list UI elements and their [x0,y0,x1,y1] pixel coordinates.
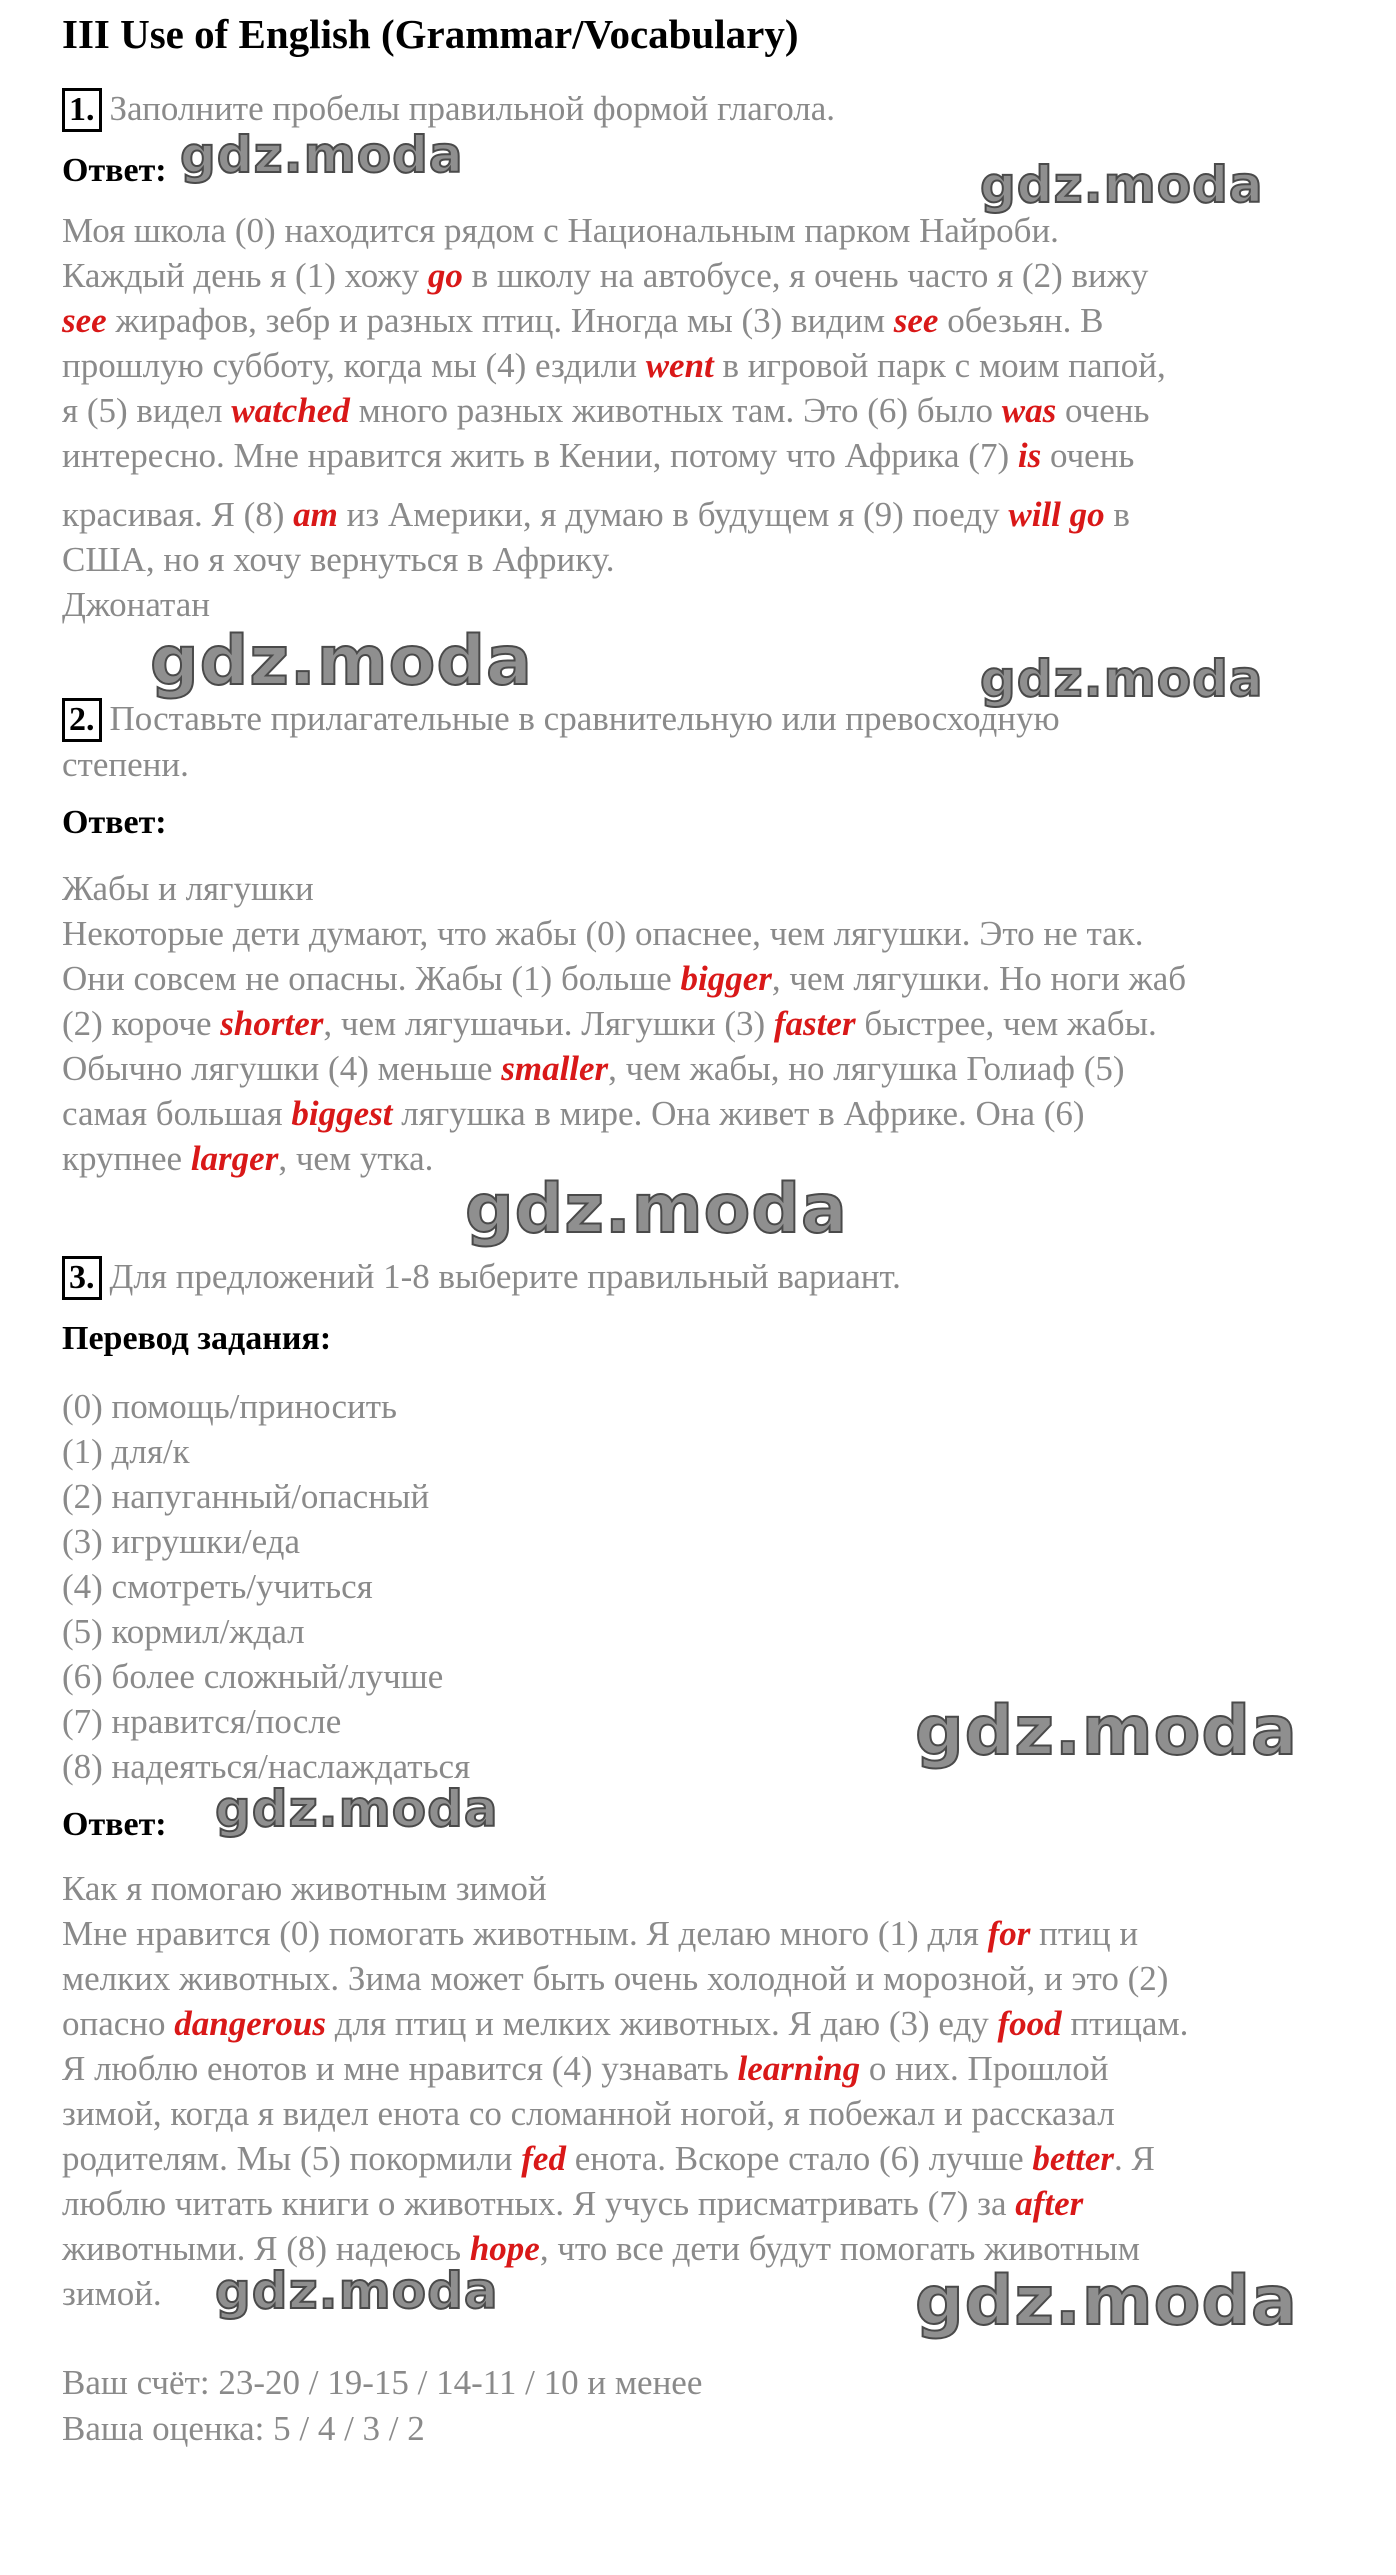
task-3-heading [62,1254,901,1300]
text-line [62,208,1352,253]
task-3-answer-text [62,1866,1352,2316]
text-segment: животными. Я (8) надеюсь [62,2229,470,2268]
answer-word: smaller [501,1049,609,1088]
text-line [62,253,1352,298]
text-line [62,1046,1352,1091]
option-item: (4) смотреть/учиться [62,1567,373,1606]
task-2-answer-text [62,866,1352,1181]
option-item: (3) игрушки/еда [62,1522,301,1561]
text-segment: мелких животных. Зима может быть очень холодной и морозной, и это (2) [62,1959,1169,1998]
text-segment: Обычно лягушки (4) меньше [62,1049,502,1088]
text-line [62,388,1352,433]
option-item: (7) нравится/после [62,1702,342,1741]
text-line [62,537,1352,582]
text-segment: Жабы и лягушки [62,869,314,908]
text-segment: Некоторые дети думают, что жабы (0) опаснее, чем лягушки. Это не так. [62,914,1144,953]
text-segment: крупнее [62,1139,191,1178]
text-segment: , что все дети будут помогать животным [539,2229,1140,2268]
text-segment: , чем жабы, но лягушка Голиаф (5) [608,1049,1125,1088]
text-segment: опасно [62,2004,175,2043]
watermark: gdz.moda [215,1780,499,1838]
task-3-number: 3. [62,1256,102,1300]
text-segment: птиц и [1030,1914,1139,1953]
text-segment: (2) короче [62,1004,221,1043]
text-segment: быстрее, чем жабы. [855,1004,1157,1043]
answer-word: fed [521,2139,566,2178]
text-segment: самая большая [62,1094,292,1133]
text-segment: в [1104,495,1130,534]
text-segment: птицам. [1061,2004,1189,2043]
answer-word: went [645,346,714,385]
text-segment: обезьян. В [938,301,1104,340]
watermark: gdz.moda [915,1692,1298,1771]
option-item: (2) напуганный/опасный [62,1477,430,1516]
task-1-number: 1. [62,88,102,132]
text-line [62,1001,1352,1046]
watermark: gdz.moda [915,2262,1298,2341]
answer-word: for [987,1914,1031,1953]
text-segment: зимой. [62,2274,162,2313]
task-3-answer-label: Ответ: [62,1806,167,1843]
text-line [62,1091,1352,1136]
text-line [62,2136,1352,2181]
answer-word: was [1001,391,1057,430]
text-segment: о них. Прошлой [860,2049,1109,2088]
text-segment: прошлую субботу, когда мы (4) ездили [62,346,646,385]
answer-word: hope [469,2229,540,2268]
text-segment: Они совсем не опасны. Жабы (1) больше [62,959,681,998]
answer-word: see [62,301,107,340]
answer-word: dangerous [174,2004,326,2043]
answer-word: am [293,495,338,534]
text-segment: зимой, когда я видел енота со сломанной ногой, я побежал и рассказал [62,2094,1115,2133]
text-line [62,866,1352,911]
text-line [62,956,1352,1001]
text-segment: в игровой парк с моим папой, [713,346,1166,385]
text-line [62,2001,1352,2046]
answer-word: larger [190,1139,279,1178]
answer-word: will go [1008,495,1105,534]
text-line [62,1911,1352,1956]
watermark: gdz.moda [980,650,1264,708]
text-line [62,343,1352,388]
text-line [62,2181,1352,2226]
task-2-instruction-line-1: Поставьте прилагательные в сравнительную или превосходную [109,699,1060,738]
text-line [62,2046,1352,2091]
text-line [62,582,1352,627]
watermark: gdz.moda [215,2262,499,2320]
answer-word: bigger [680,959,772,998]
text-segment: , чем лягушачьи. Лягушки (3) [323,1004,774,1043]
text-segment: родителям. Мы (5) покормили [62,2139,522,2178]
option-item: (5) кормил/ждал [62,1612,305,1651]
text-segment: США, но я хочу вернуться в Африку. [62,540,615,579]
answer-word: biggest [291,1094,393,1133]
task-1-instruction: Заполните пробелы правильной формой глагола. [109,89,836,128]
text-segment: Джонатан [62,585,211,624]
text-segment: много разных животных там. Это (6) было [349,391,1002,430]
option-item: (6) более сложный/лучше [62,1657,444,1696]
section-title: III Use of English (Grammar/Vocabulary) [62,11,799,57]
text-line [62,433,1352,478]
text-segment: Мне нравится (0) помогать животным. Я делаю много (1) для [62,1914,988,1953]
grade-line: Ваша оценка: 5 / 4 / 3 / 2 [62,2409,425,2448]
text-segment: Я люблю енотов и мне нравится (4) узнавать [62,2049,738,2088]
task-2-instruction-line-2: степени. [62,745,189,784]
answer-word: shorter [220,1004,324,1043]
text-segment: лягушка в мире. Она живет в Африке. Она (6) [392,1094,1085,1133]
text-segment: очень [1056,391,1150,430]
option-item: (1) для/к [62,1432,190,1471]
text-segment: я (5) видел [62,391,232,430]
text-line [62,1956,1352,2001]
text-segment: енота. Вскоре стало (6) лучше [565,2139,1033,2178]
watermark: gdz.moda [465,1170,848,1249]
answer-word: is [1017,436,1042,475]
answer-word: go [427,256,463,295]
watermark: gdz.moda [150,622,533,701]
text-line [62,2091,1352,2136]
text-segment: , чем лягушки. Но ноги жаб [771,959,1187,998]
text-line [62,492,1352,537]
text-segment: очень [1041,436,1135,475]
text-line [62,298,1352,343]
answer-word: faster [773,1004,856,1043]
text-segment: в школу на автобусе, я очень часто я (2) вижу [462,256,1149,295]
text-segment: . Я [1114,2139,1155,2178]
text-segment: из Америки, я думаю в будущем я (9) поеду [337,495,1009,534]
task-3-translation-label: Перевод задания: [62,1320,332,1357]
text-line [62,911,1352,956]
task-3-instruction: Для предложений 1-8 выберите правильный вариант. [109,1257,901,1296]
task-1-answer-label: Ответ: [62,152,167,189]
answer-word: watched [231,391,350,430]
option-item: (8) надеяться/наслаждаться [62,1747,471,1786]
text-segment: , чем утка. [278,1139,434,1178]
text-segment: люблю читать книги о животных. Я учусь присматривать (7) за [62,2184,1016,2223]
task-1-answer-text [62,208,1352,627]
text-line [62,1866,1352,1911]
text-segment: Моя школа (0) находится рядом с Национальным парком Найроби. [62,211,1059,250]
text-segment: жирафов, зебр и разных птиц. Иногда мы (3) видим [106,301,894,340]
answer-word: better [1032,2139,1115,2178]
task-2-number: 2. [62,698,102,742]
watermark: gdz.moda [980,156,1264,214]
task-2-heading [62,696,1060,742]
answer-word: after [1015,2184,1084,2223]
option-item: (0) помощь/приносить [62,1387,397,1426]
text-segment: Как я помогаю животным зимой [62,1869,547,1908]
text-segment: Каждый день я (1) хожу [62,256,428,295]
text-segment: красивая. Я (8) [62,495,294,534]
answer-word: learning [737,2049,861,2088]
answer-word: food [997,2004,1062,2043]
answer-word: see [893,301,939,340]
text-segment: для птиц и мелких животных. Я даю (3) еду [326,2004,998,2043]
text-segment: интересно. Мне нравится жить в Кении, потому что Африка (7) [62,436,1018,475]
watermark: gdz.moda [180,126,464,184]
task-2-answer-label: Ответ: [62,804,167,841]
score-line: Ваш счёт: 23-20 / 19-15 / 14-11 / 10 и менее [62,2363,703,2402]
